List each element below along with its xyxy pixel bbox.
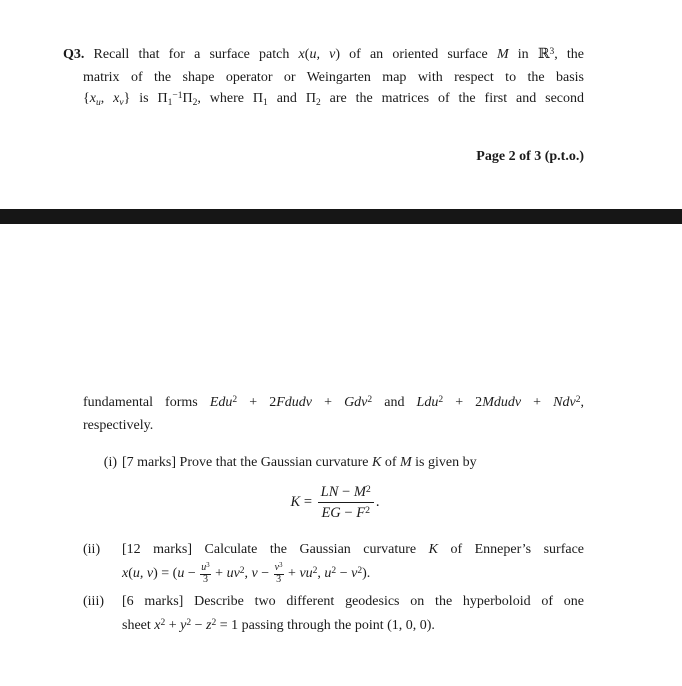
item-iii-text: [6 marks] Describe two different geodesics on the hyperboloid of one bbox=[122, 594, 584, 609]
q3-line-3: {xu, xv} is $\Pi 1^{-1}\Pi 2$, where Π1 and Π2 are the matrices of the first and second bbox=[83, 90, 585, 108]
item-ii-label: (ii) bbox=[83, 542, 101, 557]
item-iii-line-1 bbox=[83, 591, 584, 613]
fundamental-forms-line-1: fundamental forms Edu$^2$ + 2Fdudv + Gdv$^2$ and Ldu$^2$ + 2Mdudv + Ndv$^2$, bbox=[83, 394, 584, 410]
gaussian-curvature-formula: K = $\frac{LN - M^2}{EG - F^2}$ . bbox=[290, 483, 380, 522]
item-i-text: [7 marks] Prove that the Gaussian curvature K of M is given by bbox=[122, 455, 477, 470]
item-ii-text: [12 marks] Calculate the Gaussian curvature K of Enneper’s surface bbox=[122, 542, 585, 557]
question-3-paragraph bbox=[63, 44, 584, 111]
item-iii-label: (iii) bbox=[83, 594, 104, 609]
page-separator bbox=[0, 209, 682, 224]
item-iii bbox=[83, 591, 584, 638]
item-i bbox=[83, 452, 584, 474]
item-iii-line-2: sheet $x^2 + y^2 - z^2 = 1$ passing through the point (1, 0, 0). bbox=[122, 617, 435, 633]
item-i-label: (i) bbox=[103, 455, 117, 470]
item-ii bbox=[83, 539, 584, 586]
item-ii-line-2: x(u, v) = (u − $\frac{u^3}{3}$ + $uv^2$, v − $\frac{v^3}{3}$ + $vu^2$, $u^2 - v^2$). bbox=[122, 561, 371, 585]
item-i-line-1 bbox=[83, 452, 584, 474]
fundamental-forms-paragraph bbox=[83, 392, 584, 437]
item-ii-line-1 bbox=[83, 539, 584, 561]
q3-line-1: Q3. Recall that for a surface patch x(u, v) of an oriented surface M in ℝ$^3$, the bbox=[63, 46, 584, 62]
fundamental-forms-line-2: respectively. bbox=[83, 418, 154, 433]
q3-line-2: matrix of the shape operator or Weingarten map with respect to the basis bbox=[83, 70, 584, 85]
page-number-footer: Page 2 of 3 (p.t.o.) bbox=[476, 149, 584, 164]
